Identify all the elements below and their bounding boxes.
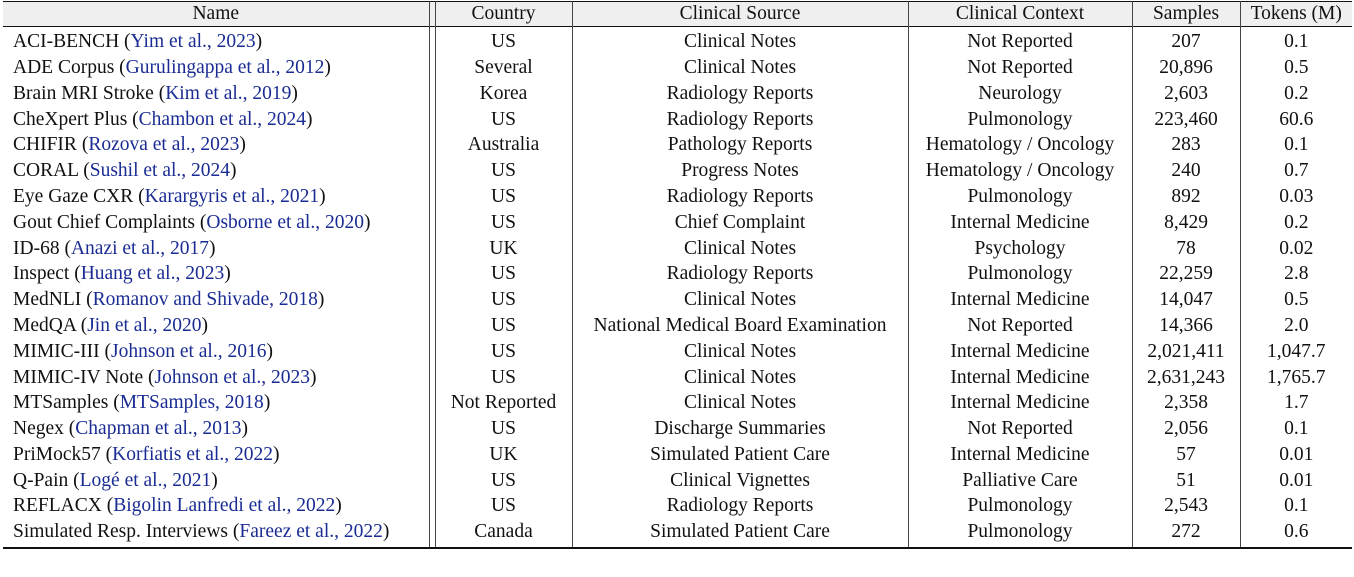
clinical-context-cell: Internal Medicine	[908, 339, 1132, 365]
dataset-name-cell: Q-Pain (Logé et al., 2021)	[13, 469, 218, 491]
tokens-cell: 0.03	[1240, 184, 1352, 210]
header-name: Name	[192, 3, 240, 25]
samples-cell: 2,543	[1132, 493, 1240, 519]
samples-cell: 14,366	[1132, 313, 1240, 339]
table-row	[3, 184, 1352, 210]
samples-cell: 20,896	[1132, 55, 1240, 81]
samples-cell: 8,429	[1132, 210, 1240, 236]
clinical-context-cell: Pulmonology	[908, 106, 1132, 132]
dataset-name: Negex	[13, 418, 64, 440]
samples-cell: 892	[1132, 184, 1240, 210]
clinical-context-cell: Internal Medicine	[908, 390, 1132, 416]
tokens-cell: 1,047.7	[1240, 339, 1352, 365]
header-row	[3, 2, 1352, 27]
dataset-name-cell: ID-68 (Anazi et al., 2017)	[13, 237, 216, 259]
table-row	[3, 364, 1352, 390]
tokens-cell: 0.01	[1240, 468, 1352, 494]
tokens-cell: 0.01	[1240, 442, 1352, 468]
clinical-source-cell: Simulated Patient Care	[572, 519, 908, 548]
clinical-source-cell: Clinical Notes	[572, 27, 908, 55]
table-row	[3, 442, 1352, 468]
citation-link[interactable]: Sushil et al., 2024	[89, 160, 231, 182]
dataset-name: MIMIC-III	[13, 340, 100, 362]
tokens-cell: 0.1	[1240, 416, 1352, 442]
clinical-source-cell: Progress Notes	[572, 158, 908, 184]
country-cell: Australia	[467, 134, 540, 156]
dataset-name: MedQA	[13, 314, 76, 336]
tokens-cell: 0.6	[1240, 519, 1352, 548]
country-cell: US	[491, 185, 516, 207]
samples-cell: 272	[1132, 519, 1240, 548]
table-row	[3, 235, 1352, 261]
tokens-cell: 0.1	[1240, 27, 1352, 55]
table-row	[3, 158, 1352, 184]
table-header	[3, 2, 1352, 27]
clinical-context-cell: Pulmonology	[908, 519, 1132, 548]
citation-link[interactable]: Jin et al., 2020	[87, 314, 202, 336]
dataset-name: Q-Pain	[13, 469, 69, 491]
clinical-context-cell: Psychology	[908, 235, 1132, 261]
country-cell: Canada	[474, 521, 533, 543]
clinical-context-cell: Internal Medicine	[908, 364, 1132, 390]
citation-link[interactable]: Gurulingappa et al., 2012	[125, 56, 325, 78]
clinical-context-cell: Not Reported	[908, 313, 1132, 339]
dataset-name: CORAL	[13, 160, 79, 182]
country-cell: US	[491, 31, 516, 53]
tokens-cell: 0.5	[1240, 287, 1352, 313]
dataset-name-cell: ACI-BENCH (Yim et al., 2023)	[13, 31, 263, 53]
clinical-context-cell: Pulmonology	[908, 261, 1132, 287]
header-clinical-context: Clinical Context	[908, 2, 1132, 27]
clinical-source-cell: Clinical Notes	[572, 390, 908, 416]
clinical-source-cell: National Medical Board Examination	[572, 313, 908, 339]
country-cell: US	[491, 340, 516, 362]
citation-link[interactable]: Huang et al., 2023	[80, 263, 225, 285]
clinical-source-cell: Clinical Notes	[572, 339, 908, 365]
table-row	[3, 468, 1352, 494]
header-clinical-source: Clinical Source	[572, 2, 908, 27]
clinical-context-cell: Not Reported	[908, 55, 1132, 81]
dataset-name: MIMIC-IV Note	[13, 366, 144, 388]
samples-cell: 57	[1132, 442, 1240, 468]
dataset-name: ACI-BENCH	[13, 31, 120, 53]
country-cell: US	[491, 418, 516, 440]
table-row	[3, 106, 1352, 132]
table-row	[3, 81, 1352, 107]
citation-link[interactable]: Johnson et al., 2023	[154, 366, 310, 388]
samples-cell: 14,047	[1132, 287, 1240, 313]
table-body	[3, 27, 1352, 548]
country-cell: US	[491, 263, 516, 285]
clinical-context-cell: Palliative Care	[908, 468, 1132, 494]
country-cell: US	[491, 289, 516, 311]
citation-link[interactable]: Osborne et al., 2020	[206, 211, 364, 233]
tokens-cell: 0.7	[1240, 158, 1352, 184]
citation-link[interactable]: Chambon et al., 2024	[138, 108, 307, 130]
tokens-cell: 0.2	[1240, 210, 1352, 236]
clinical-context-cell: Internal Medicine	[908, 442, 1132, 468]
country-cell: US	[491, 211, 516, 233]
clinical-source-cell: Simulated Patient Care	[572, 442, 908, 468]
samples-cell: 22,259	[1132, 261, 1240, 287]
country-cell: US	[491, 366, 516, 388]
tokens-cell: 0.2	[1240, 81, 1352, 107]
dataset-name-cell: ADE Corpus (Gurulingappa et al., 2012)	[13, 56, 331, 78]
citation-link[interactable]: Romanov and Shivade, 2018	[92, 289, 318, 311]
tokens-cell: 0.02	[1240, 235, 1352, 261]
header-tokens: Tokens (M)	[1240, 2, 1352, 27]
clinical-source-cell: Radiology Reports	[572, 261, 908, 287]
dataset-name-cell: MIMIC-III (Johnson et al., 2016)	[13, 340, 273, 362]
dataset-name-cell: Negex (Chapman et al., 2013)	[13, 418, 249, 440]
table-row	[3, 210, 1352, 236]
clinical-source-cell: Radiology Reports	[572, 184, 908, 210]
samples-cell: 2,631,243	[1132, 364, 1240, 390]
table-row	[3, 132, 1352, 158]
country-cell: US	[491, 160, 516, 182]
table-row	[3, 390, 1352, 416]
clinical-context-cell: Not Reported	[908, 27, 1132, 55]
tokens-cell: 0.1	[1240, 132, 1352, 158]
citation-link[interactable]: MTSamples, 2018	[119, 392, 264, 414]
dataset-name-cell: MedQA (Jin et al., 2020)	[13, 314, 208, 336]
clinical-source-cell: Discharge Summaries	[572, 416, 908, 442]
dataset-name: Simulated Resp. Interviews	[13, 521, 229, 543]
clinical-context-cell: Not Reported	[908, 416, 1132, 442]
table-row	[3, 339, 1352, 365]
table-row	[3, 287, 1352, 313]
clinical-context-cell: Internal Medicine	[908, 210, 1132, 236]
tokens-cell: 1.7	[1240, 390, 1352, 416]
tokens-cell: 2.8	[1240, 261, 1352, 287]
citation-link[interactable]: Korfiatis et al., 2022	[112, 443, 273, 465]
dataset-name-cell: REFLACX (Bigolin Lanfredi et al., 2022)	[13, 495, 342, 517]
country-cell: US	[491, 108, 516, 130]
dataset-name-cell: CheXpert Plus (Chambon et al., 2024)	[13, 108, 313, 130]
citation-link[interactable]: Fareez et al., 2022	[239, 521, 383, 543]
clinical-context-cell: Hematology / Oncology	[908, 158, 1132, 184]
table-row	[3, 493, 1352, 519]
dataset-name-cell: MTSamples (MTSamples, 2018)	[13, 392, 271, 414]
dataset-name: Inspect	[13, 263, 70, 285]
samples-cell: 2,056	[1132, 416, 1240, 442]
samples-cell: 223,460	[1132, 106, 1240, 132]
dataset-name: PriMock57	[13, 443, 101, 465]
dataset-name: ADE Corpus	[13, 56, 115, 78]
clinical-source-cell: Clinical Notes	[572, 235, 908, 261]
country-cell: Not Reported	[450, 392, 557, 414]
dataset-name-cell: Brain MRI Stroke (Kim et al., 2019)	[13, 82, 298, 104]
clinical-source-cell: Chief Complaint	[572, 210, 908, 236]
table-row	[3, 519, 1352, 548]
clinical-source-cell: Clinical Notes	[572, 364, 908, 390]
table-row	[3, 313, 1352, 339]
dataset-name-cell: Gout Chief Complaints (Osborne et al., 2020)	[13, 211, 371, 233]
clinical-context-cell: Hematology / Oncology	[908, 132, 1132, 158]
samples-cell: 207	[1132, 27, 1240, 55]
country-cell: US	[491, 495, 516, 517]
tokens-cell: 60.6	[1240, 106, 1352, 132]
dataset-name-cell: CHIFIR (Rozova et al., 2023)	[13, 134, 246, 156]
header-samples: Samples	[1132, 2, 1240, 27]
samples-cell: 240	[1132, 158, 1240, 184]
citation-link[interactable]: Rozova et al., 2023	[88, 134, 240, 156]
clinical-source-cell: Clinical Notes	[572, 287, 908, 313]
dataset-name: MedNLI	[13, 289, 82, 311]
country-cell: UK	[489, 443, 518, 465]
clinical-context-cell: Pulmonology	[908, 184, 1132, 210]
dataset-name-cell: MedNLI (Romanov and Shivade, 2018)	[13, 289, 325, 311]
table-row	[3, 261, 1352, 287]
dataset-name: MTSamples	[13, 392, 109, 414]
dataset-name: Eye Gaze CXR	[13, 185, 134, 207]
dataset-table-container	[3, 1, 1352, 549]
clinical-source-cell: Clinical Notes	[572, 55, 908, 81]
tokens-cell: 0.1	[1240, 493, 1352, 519]
clinical-context-cell: Internal Medicine	[908, 287, 1132, 313]
clinical-context-cell: Pulmonology	[908, 493, 1132, 519]
header-country: Country	[471, 3, 536, 25]
table-row	[3, 55, 1352, 81]
samples-cell: 78	[1132, 235, 1240, 261]
dataset-name-cell: MIMIC-IV Note (Johnson et al., 2023)	[13, 366, 317, 388]
dataset-name-cell: CORAL (Sushil et al., 2024)	[13, 160, 237, 182]
citation-link[interactable]: Karargyris et al., 2021	[144, 185, 320, 207]
citation-link[interactable]: Logé et al., 2021	[79, 469, 212, 491]
clinical-source-cell: Radiology Reports	[572, 81, 908, 107]
dataset-name: Gout Chief Complaints	[13, 211, 195, 233]
country-cell: US	[491, 314, 516, 336]
dataset-name: Brain MRI Stroke	[13, 82, 154, 104]
dataset-name-cell: Inspect (Huang et al., 2023)	[13, 263, 231, 285]
samples-cell: 2,021,411	[1132, 339, 1240, 365]
dataset-name-cell: PriMock57 (Korfiatis et al., 2022)	[13, 443, 280, 465]
citation-link[interactable]: Chapman et al., 2013	[75, 418, 242, 440]
samples-cell: 51	[1132, 468, 1240, 494]
table-row	[3, 416, 1352, 442]
citation-link[interactable]: Kim et al., 2019	[165, 82, 292, 104]
tokens-cell: 2.0	[1240, 313, 1352, 339]
clinical-source-cell: Radiology Reports	[572, 106, 908, 132]
country-cell: UK	[489, 237, 518, 259]
clinical-source-cell: Radiology Reports	[572, 493, 908, 519]
table-row	[3, 27, 1352, 55]
dataset-name-cell: Eye Gaze CXR (Karargyris et al., 2021)	[13, 185, 326, 207]
samples-cell: 2,358	[1132, 390, 1240, 416]
tokens-cell: 0.5	[1240, 55, 1352, 81]
country-cell: Several	[474, 56, 533, 78]
citation-link[interactable]: Bigolin Lanfredi et al., 2022	[113, 495, 336, 517]
citation-link[interactable]: Johnson et al., 2016	[111, 340, 267, 362]
citation-link[interactable]: Anazi et al., 2017	[70, 237, 210, 259]
dataset-name-cell: Simulated Resp. Interviews (Fareez et al., 2022)	[13, 521, 390, 543]
dataset-name: CheXpert Plus	[13, 108, 128, 130]
country-cell: US	[491, 469, 516, 491]
tokens-cell: 1,765.7	[1240, 364, 1352, 390]
dataset-name: REFLACX	[13, 495, 102, 517]
dataset-table	[3, 1, 1352, 549]
citation-link[interactable]: Yim et al., 2023	[130, 31, 256, 53]
dataset-name: CHIFIR	[13, 134, 77, 156]
samples-cell: 2,603	[1132, 81, 1240, 107]
dataset-name: ID-68	[13, 237, 60, 259]
clinical-context-cell: Neurology	[908, 81, 1132, 107]
clinical-source-cell: Clinical Vignettes	[572, 468, 908, 494]
samples-cell: 283	[1132, 132, 1240, 158]
clinical-source-cell: Pathology Reports	[572, 132, 908, 158]
country-cell: Korea	[479, 82, 528, 104]
